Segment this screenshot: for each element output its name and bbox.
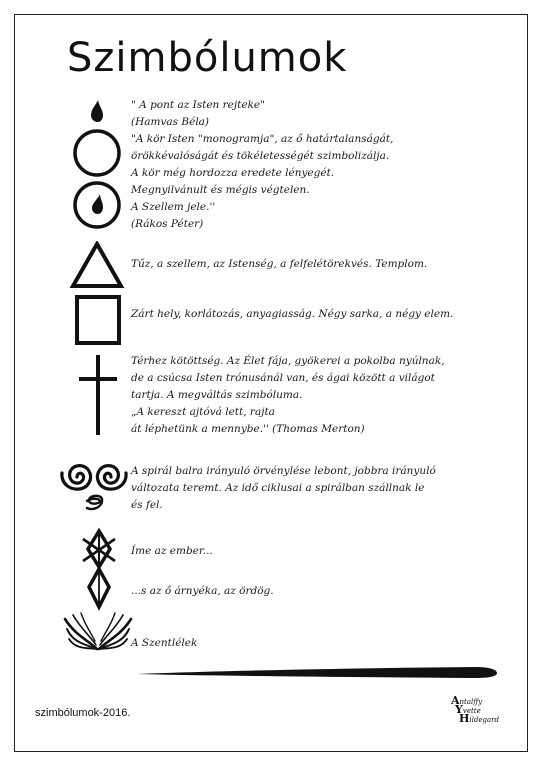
text-line: át léphetünk a mennybe.'' (Thomas Merton) [131, 423, 365, 435]
text-cross [131, 353, 445, 438]
text-line: "A kör Isten "monogramja", az ő határtalanságát, [131, 133, 394, 145]
text-line: Íme az ember... [131, 545, 213, 557]
circle-icon [71, 127, 123, 179]
page-title: Szimbólumok [67, 35, 348, 81]
circle-with-drop-icon [71, 179, 123, 231]
text-line: " A pont az Isten rejteke" [131, 99, 265, 111]
brush-stroke-divider [135, 665, 499, 681]
text-triangle [131, 256, 427, 273]
poster-page [14, 14, 528, 752]
text-line: Megnyilvánult és mégis végtelen. [131, 184, 310, 196]
text-line: A Szellem jele.'' [131, 201, 216, 213]
signature-initial: Y [455, 703, 463, 716]
text-line: de a csúcsa Isten trónusánál van, és ágai között a világot [131, 372, 435, 384]
text-line: és fel. [131, 499, 163, 511]
text-line: (Hamvas Béla) [131, 116, 210, 128]
wings-icon [61, 607, 135, 659]
text-line: A kör még hordozza eredete lényegét. [131, 167, 335, 179]
text-line: A Szentlélek [131, 637, 198, 649]
text-spirit [131, 635, 197, 652]
text-line: ...s az ő árnyéka, az ördög. [131, 585, 274, 597]
footer-text: szimbólumok-2016. [35, 707, 131, 719]
text-line: A spirál balra irányuló örvénylése lebont, jobbra irányuló [131, 465, 436, 477]
text-line: Tűz, a szellem, az Istenség, a felfelétörekvés. Templom. [131, 258, 428, 270]
text-line: Zárt hely, korlátozás, anyagiasság. Négy sarka, a négy elem. [131, 308, 454, 320]
signature [451, 694, 499, 725]
signature-initial: H [459, 712, 470, 725]
text-line: Térhez kötöttség. Az Élet fája, gyökerei a pokolba nyúlnak, [131, 355, 445, 367]
signature-initial: A [451, 694, 460, 707]
text-line: tartja. A megváltás szimbóluma. [131, 389, 303, 401]
text-line: (Rákos Péter) [131, 218, 204, 230]
text-spiral [131, 463, 436, 514]
cross-icon [73, 353, 123, 437]
signature-line: ildegard [469, 716, 499, 724]
text-shadow [131, 583, 274, 600]
signature-line: vette [462, 707, 481, 715]
text-square [131, 306, 453, 323]
signature-line: ntalffy [459, 698, 483, 706]
spiral-icon [57, 455, 131, 513]
drop-point-icon [89, 99, 105, 123]
text-line: örökkévalóságát és tökéletességét szimbolizálja. [131, 150, 390, 162]
text-line: változata teremt. Az idő ciklusai a spirálban szállnak le [131, 482, 425, 494]
man-and-shadow-icon [75, 527, 123, 611]
text-point-circle [131, 97, 393, 233]
text-line: „A kereszt ajtóvá lett, rajta [131, 406, 275, 418]
square-icon [73, 293, 123, 347]
text-man [131, 543, 213, 560]
triangle-icon [69, 241, 125, 289]
